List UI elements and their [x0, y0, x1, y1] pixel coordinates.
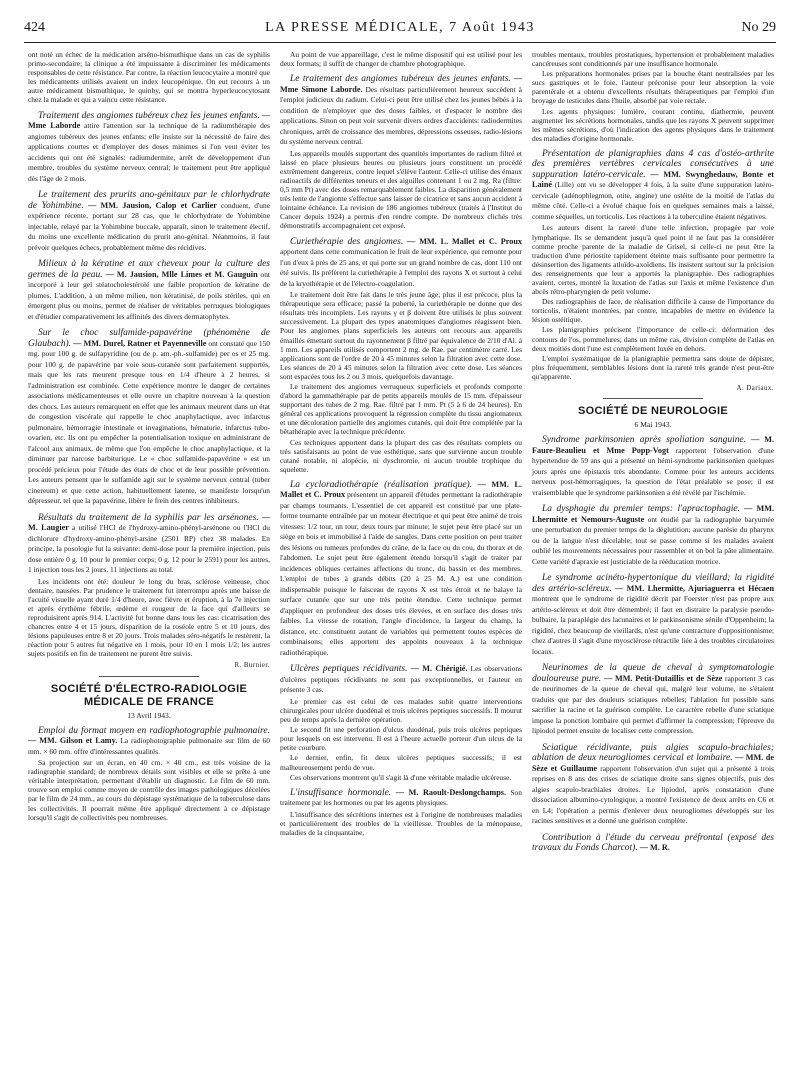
paragraph: Au point de vue appareillage, c'est le même dispositif qui est utilisé pour les deux formats; il suffit de changer de chambre photographique.: [280, 50, 522, 69]
article-title: Curiethérapie des angiomes. — MM. L. Mallet et C. Proux apportent dans cette communication le fruit de leur expérience, qui remonte pour l'un d'eux à près de 25 ans, et qui porte sur un grand nombre de cas, dont 110 ont été suivis. Ils préfèrent la curiethérapie à l'emploi des rayons X et surtout à celui de la kryothérapie et de l'électro-coagulation.: [280, 236, 522, 288]
article-title: La cycloradiothérapie (réalisation pratique). — MM. L. Mallet et C. Proux présentent un appareil d'études permettant la radiothérapie par champs tournants. L'essentiel de cet appareil est constitué par une plate-forme tournante entraînée par un moteur électrique et qui peut être animé de trois vitesses: 1/2 tour, un tour, deux tours par minute; le sujet peut être placé sur un siège en bois et immobilisé à l'aide de sangles. Dans cette position on peut traiter des lésions ou tumeurs profondes du crâne, de la face ou du cou, du thorax et de l'abdomen. Le sujet peut être également étendu lorsqu'il s'agit de traiter par incidences obliques certaines affections du tronc, du bassin et des membres. L'emploi de tubes à grands débits (20 à 25 M. A.) est une condition indispensable puisque le faisceau de rayons X est très étroit et ne balaye la surface cutanée que sur une très petite étendue. Cette technique permet d'appliquer en profondeur des doses très élevées, et en surface des doses très faibles. La vitesse de rotation, l'angle d'incidence, la largeur du champ, la distance, etc. constituent autant de variables qui permettent toutes espèces de combinaisons; elles apportent des appoints nouveaux à la technique radiothérapique.: [280, 479, 523, 657]
paragraph: Les appareils moulés supportant des quantités importantes de radium filtré et laissé en place plusieurs heures ou plusieurs jours constituent un procédé extrêmement dangereux, contre lequel s'élève l'auteur. Celle-ci utilise des émaux radioactifs de différentes teneurs et des aiguilles contenant 1 ou 2 mg. Ra (filtre: 0,5 mm Pt) avec des doses remarquablement faibles. La disparition généralement très lente de l'angiome s'effectue sans laisser de cicatrice et sans aucun accident à lointaine échéance. La revision de 186 angiomes tubéreux (traités à l'Institut du Cancer depuis 1924) a permis d'en rendre compte. De nombreux clichés très démonstratifs accompagnaient cet exposé.: [280, 148, 522, 231]
paragraph: Les agents physiques: lumière, courant continu, diathermie, peuvent augmenter les sécrétions hormonales, tandis que les rayons X peuvent supprimer les mêmes sécrétions, d'où l'indication des agents physiques dans le traitement des maladies d'origine hormonale.: [532, 106, 774, 143]
article-title: Milieux à la kératine et aux cheveux pour la culture des germes de la peau. — M. Jausion, Mlle Limes et M. Gauguin ont incorporé à leur gel stéatocholestérolé une faible proportion de kératine de plumes. L'addition, à un même milieu, non kératinisé, de poils stériles, qui en émergent plus ou moins, permet de réaliser de véritables perruques biologiques et d'étudier comparativement les affinités des divers dermatophytes.: [28, 259, 270, 321]
journal-title: LA PRESSE MÉDICALE, 7 Août 1943: [265, 20, 535, 35]
issue-number: No 29: [741, 20, 776, 35]
article-title: Le traitement des prurits ano-génitaux par le chlorhydrate de Yohimbine. — MM. Jausion, Calop et Carlier conduent, d'une expérience récente, portant sur 28 cas, que le chlorhydrate de Yohimbine injectable, relayé par la Yohimbine buccale, apparaît, sinon le traitement électif, du moins une excellente médication du prurit ano-génital. Néanmoins, il faut prévoir quelques échecs, probablement même des récidives.: [28, 190, 270, 252]
paragraph: Sa projection sur un écran, en 40 cm. × 40 cm., est très voisine de la radiographie standard; de nombreux détails sont visibles et elle se prête à une véritable interprétation, permettant d'établir un diagnostic. Le film de 60 mm. trouve son emploi comme moyen de contrôle des images pathologiques décelées par le film de 24 mm., au cours du dépistage systématique de la tuberculose dans les collectivités. Il pourrait même être appliqué directement à ce dépistage lorsqu'il s'agit de collectivités peu nombreuses.: [28, 758, 270, 822]
article-title: Syndrome parkinsonien après spoliation sanguine. — M. Faure-Beaulieu et Mme Popp-Vogt rapportent l'observation d'une hypertendue de 59 ans qui a présenté un hémi-syndrome parkinsonien quelques jours après une épistaxis très abondante. Comme pour les auteurs accidents nerveux post-hémorragiques, la question de l'état préalable se pose; il est vraisemblable que le syndrome parkinsonien a été révélé par l'ischémie.: [532, 435, 774, 497]
article-title: Traitement des angiomes tubéreux chez les jeunes enfants. — Mme Laborde attire l'attention sur la technique de la radiumthérapie des angiomes tubéreux des jeunes enfants; elle insiste sur la nécessité de faire des applications courtes et d'employer des doses minimes si l'on veut éviter les accidents qui ont été signalés: radiumdermite, arrêt de développement d'un membre, troubles du système nerveux central; le traitement peut être appliqué dès l'âge de 2 mois.: [28, 110, 270, 183]
divider: [603, 398, 703, 399]
paragraph: Les incidents ont été: douleur le long du bras, sclérose veineuse, choc dentaire, nausées. Par prudence le traitement fut interrompu après une baisse de l'acuité visuelle ayant duré 1/4 d'heure, avec fièvre et éruption, à la 7e injection et après érythème fébrile, œdème et rougeur de la face qui d'ailleurs se reproduisirent après 914. L'activité fut bonne dans tous les cas: cicatrisation des chancres entre 4 et 15 jours, disparition de la roséole entre 5 et 10 jours, des lésions papuleuses entre 8 et 20 jours. Trois malades séro-négatifs le restèrent, la réaction pour 5 autres fut négative en 1 mois, pour 10 en 1 mois 1/2; les autres sujets positifs en fin de traitement ne purent être suivis.: [28, 576, 270, 659]
column-1: [28, 50, 270, 823]
paragraph: ont noté un échec de la médication arséno-bismuthique dans un cas de syphilis primo-secondaire; la clinique a été impuissante à discriminer les médicaments responsables de cette résistance. Par contre, la réaction leucocytaire a montré que les médicaments utilisés avaient un index leucopénique. On eut recours à un autre médicament bismuthique, le quinby, qui se montra hyperleucocytosant chez la malade et qui a vaincu cette résistance.: [28, 50, 270, 105]
paragraph: Les auteurs disent la rareté d'une telle infection, propagée par voie lymphatique. Ils se demandent jusqu'à quel point il ne faut pas la considérer comme proche parente de la maladie de Grisel, si celle-ci ne peut être la traduction d'une périostite rapidement éteinte mais suffisante pour permettre la désinsertion des ligaments atloïdo-axoïdiens. Ils insistent surtout sur la précision des renseignements que leur a apportés la planigraphie. Des radiographies avaient, certes, montré la luxation de l'atlas sur l'axis et même l'existence d'un abcès rétro-pharyngien de petit volume.: [532, 223, 774, 297]
column-2: [280, 50, 522, 838]
paragraph: Les planigraphies précisent l'importance de celle-ci: déformation des contours de l'os, pommelures; dans un même cas, division complète de l'atlas en deux moitiés dont l'une est complètement luxée en dehors.: [532, 325, 774, 353]
article-title: Neurinomes de la queue de cheval à symptomatologie douloureuse pure. — MM. Petit-Dutaillis et de Sèze rapportent 3 cas de neurinomes de la queue de cheval qui, malgré leur volume, ne s'étaient traduits que par des douleurs sciatiques rebelles; l'ablation fut possible sans sacrifier la racine et la guérison complète. Le caractère rebelle d'une sciatique impose la ponction lombaire qui permet d'affirmer la compression; l'épreuve du lipiodol permet ensuite de localiser cette compression.: [532, 663, 775, 736]
article-title: L'insuffisance hormonale. — M. Raoult-Deslongchamps. Son traitement par les hormones ou par les agents physiques.: [280, 787, 522, 808]
column-3: [532, 50, 774, 855]
paragraph: Le traitement des angiomes verruqueux superficiels et profonds comporte d'abord la gammathérapie par de petits appareils moulés de 15 mm. d'épaisseur supportant des tubes de 2 mg. Rae. filtré par 1 mm. Pt (5 à 6 de 24 heures). En général ces applications provoquent la régression complète du tissu angiomateux et une décoloration partielle des angiomes cutanés, qui doit être complétée par la bêtathérapie avec la technique précédente.: [280, 381, 522, 437]
article-title: Sur le choc sulfamide-papavérine (phénomène de Glaubach). — MM. Durel, Ratner et Payenneville ont constaté que 150 mg. pour 100 g. de sulfapyridine (ou de p. am.-ph.-sulfamide) per os et 25 mg. pour 100 g. de papavérine par voie sous-cutanée sont parfaitement supportés, mais que les rats meurent presque tous en 1/4 d'heure à 2 heures, si l'administration est combinée. Cette expérience montre le danger de certaines associations médicamenteuses et elle ouvre un chapitre nouveau à la question des chocs. Les auteurs remarquent en effet que les animaux meurent dans un état de congestion viscérale qui rappelle le choc anaphylactique, avec infarctus pulmonaire, hémorragie intestinale et invaginations, hématurie, infarctus tubo-ovarien, etc. Ils ont pu empêcher la potentialisation toxique en administrant de l'alcool aux animaux, de même que l'on empêche le choc anaphylactique, et la diminuer par narcose barbiturique. Le « choc sulfamide-papavérine » est un procédé précieux pour l'étude des états de choc et de leur possible prévention. Les auteurs pensent que le sulfamide agit sur le système nerveux central (tuber cinereum) et que cette action, habituellement latente, se manifeste lorsqu'un dépresseur, tel que la papavérine, libère le frein des centres inhibiteurs.: [28, 328, 270, 506]
signature: R. Burnier.: [234, 662, 270, 670]
article-title: Sciatique récidivante, puis algies scapulo-brachiales; ablation de deux neurogliomes cervical et lombaire. — MM. de Sèze et Guillaume rapportent l'observation d'un sujet qui a présenté à trois reprises en 8 ans des crises de sciatique droite sans signes objectifs, puis des algies scapulo-brachiales droites. Le lipiodol, après constatation d'une dissociation albumino-cytologique, a montré l'existence de deux arrêts en C6 et en L4; l'opération a permis d'enlever deux neurogliomes développés sur les racines sensitives et a donné une guérison complète.: [532, 742, 774, 826]
page-number: 424: [24, 20, 45, 35]
paragraph: Des radiographies de face, de réalisation difficile à cause de l'importance du torticolis, n'étaient montrées, par contre, incapables de mettre en évidence la lésion ostéitique.: [532, 297, 774, 325]
paragraph: Ces observations montrent qu'il s'agit là d'une véritable maladie ulcéreuse.: [290, 772, 512, 782]
page-header: [24, 20, 776, 43]
society-heading: SOCIÉTÉ DE NEUROLOGIE: [578, 405, 728, 418]
paragraph: Le dernier, enfin, fit deux ulcères peptiques successifs; il est malheureusement perdu de vue.: [280, 753, 522, 772]
paragraph: Le second fit une perforation d'ulcus duodénal, puis trois ulcères peptiques pour lesquels on est intervenu. Il est à l'heure actuelle porteur d'un ulcus de la petite courbure.: [280, 725, 522, 753]
signature: A. Dariaux.: [736, 385, 774, 393]
society-heading: SOCIÉTÉ D'ÉLECTRO-RADIOLOGIE MÉDICALE DE FRANCE: [50, 682, 248, 708]
article-title: Le syndrome acinéto-hypertonique du vieillard; la rigidité des artério-scléreux. — MM. Lhermitte, Ajuriaguerra et Hécaen montrent que le syndrome de rigidité décrit par Foerster n'est pas propre aux artério-scléreux et doit être démembré; il faut en distraire la paralysie pseudo-bulbaire, la paraplégie des lacunaires et le parkinsonisme sénile d'Oppenheim; la rigidité, chez beaucoup de vieillards, n'est qu'une contracture d'oppositionnisme; chez d'autres il s'agit d'une myosclérose rétractile liée à des troubles circulatoires locaux.: [532, 573, 774, 656]
divider: [99, 676, 199, 677]
paragraph: L'insuffisance des sécrétions internes est à l'origine de nombreuses maladies et particulièrement des troubles de la vieillesse. Troubles de la ménopause, maladies de la cinquantaine,: [280, 809, 522, 837]
session-date: 13 Avril 1943.: [127, 710, 171, 720]
article-title: Résultats du traitement de la syphilis par les arsénones. — M. Laugier a utilisé l'HCl de l'hydroxy-amino-phényl-arsénone ou l'HCl du dichlorure d'hydroxy-amino-phényl-arsine (2501 RP) chez 38 malades. En principe, la posologie fut la suivante: demi-dose pour la première injection, puis dose entière 0 g. 10 pour le premier corps; 0 g. 12 pour le 2591) pour les autres, 1 injection tous les 2 jours, 11 injections au total.: [28, 512, 271, 575]
article-title: La dysphagie du premier temps: l'apractophagie. — MM. Lhermitte et Nemours-Auguste ont étudié par la radiographie baryumée une perturbation du premier temps de la déglutition; aucune parésie du pharynx ou de la langue n'est décelable; tout se passe comme si les malades avaient oublié les mouvements nécessaires pour rassembler et on bol la pâte alimentaire. Cette variété d'apraxie est justiciable de la rééducation motrice.: [532, 504, 774, 566]
paragraph: Les préparations hormonales prises par la bouche étant neutralisées par les sucs gastriques et le foie, l'auteur préconise pour leur absorption la voie parentérale et a obtenu d'excellents résultats thérapeutiques par l'emploi d'un broyage de testicules dans l'huile, absorbé par voie rectale.: [532, 69, 774, 106]
article-title: Présentation de planigraphies dans 4 cas d'ostéo-arthrite des premières vertèbres cervicales consécutives à une suppuration latéro-cervicale. — MM. Swynghedauw, Bonte et Lainé (Lille) ont vu se développer 4 fois, à la suite d'une suppuration latéro-cervicale (adénophlegmon, otite, angine) une ostéite de la moitié de l'atlas du même côté. Celle-ci a évolué chaque fois en quelques semaines mais a laissé, comme séquelles, un torticolis. Les réactions à la tuberculine étaient négatives.: [532, 148, 774, 221]
paragraph: L'emploi systématique de la planigraphie permettra sans doute de dépister, plus fréquemment, semblables lésions dont la rareté très grande n'est peut-être qu'apparente.: [532, 353, 774, 381]
paragraph: Le premier cas est celui de ces malades subit quatre interventions chirurgicales pour ulcère duodénal et trois ulcères peptiques successifs. Il mourut peu de temps après la dernière opération.: [280, 696, 522, 725]
article-title: Le traitement des angiomes tubéreux des jeunes enfants. — Mme Simone Laborde. Des résultats particulièrement heureux succèdent à l'emploi judicieux du radium. Celui-ci peut être utilisé chez les jeunes bébés à la condition de n'employer que des doses faibles, et d'espacer le nombre des applications. Sinon on peut voir survenir divers ordres d'accidents: radiodermites chroniques, arrêt de croissance des membres, dépressions osseuses, radio-lésions du système nerveux central.: [280, 74, 522, 147]
article-title: Contribution à l'étude du cerveau préfrontal (exposé des travaux du Fonds Charcot). — M. R.: [532, 832, 774, 854]
paragraph: troubles mentaux, troubles prostatiques, hypertension et probablement maladies cancéreuses sont conditionnés par une insuffisance hormonale.: [532, 50, 774, 69]
paragraph: Le traitement doit être fait dans le très jeune âge; plus il est précoce, plus la thérapeutique sera efficace; passé la puberté, la curiethérapie ne donne que des résultats très incomplets. Les rayons γ et β doivent être utilisés le plus souvent successivement. La plupart des types anatomiques d'angiomes réagissent bien. Pour les angiomes plans superficiels les auteurs ont recours aux appareils émaillés émettant surtout du rayonnement β filtré par équivalence de 2/10 d'Al. à 1 mm. Les appareils utilisés comportent 2 mg. de Rae. par centimètre carré. Les applications sont de l'ordre de 20 à 45 minutes selon la filtration avec cette dose. Les séances de 20 à 45 minutes selon la filtration avec cette dose. Les séances sont espacées tous les 2 ou 3 mois, quelquefois davantage.: [280, 290, 522, 381]
paragraph: Ces techniques apportent dans la plupart des cas des résultats complets ou très satisfaisants au point de vue esthétique, sans que survienne aucun trouble cutané notable, ni alopécie, ni dyschromie, ni aucun trouble trophique du squelette.: [280, 437, 522, 474]
session-date: 6 Mai 1943.: [634, 420, 672, 430]
article-title: Emploi du format moyen en radiophotographie pulmonaire. — MM. Gilson et Lamy. La radiophotographie pulmonaire sur film de 60 mm. × 60 mm. offre d'intéressantes qualités.: [28, 725, 270, 756]
article-title: Ulcères peptiques récidivants. — M. Chérigié. Les observations d'ulcères peptiques récidivants ne sont pas exceptionnelles, et l'auteur en présente 3 cas.: [280, 664, 522, 695]
